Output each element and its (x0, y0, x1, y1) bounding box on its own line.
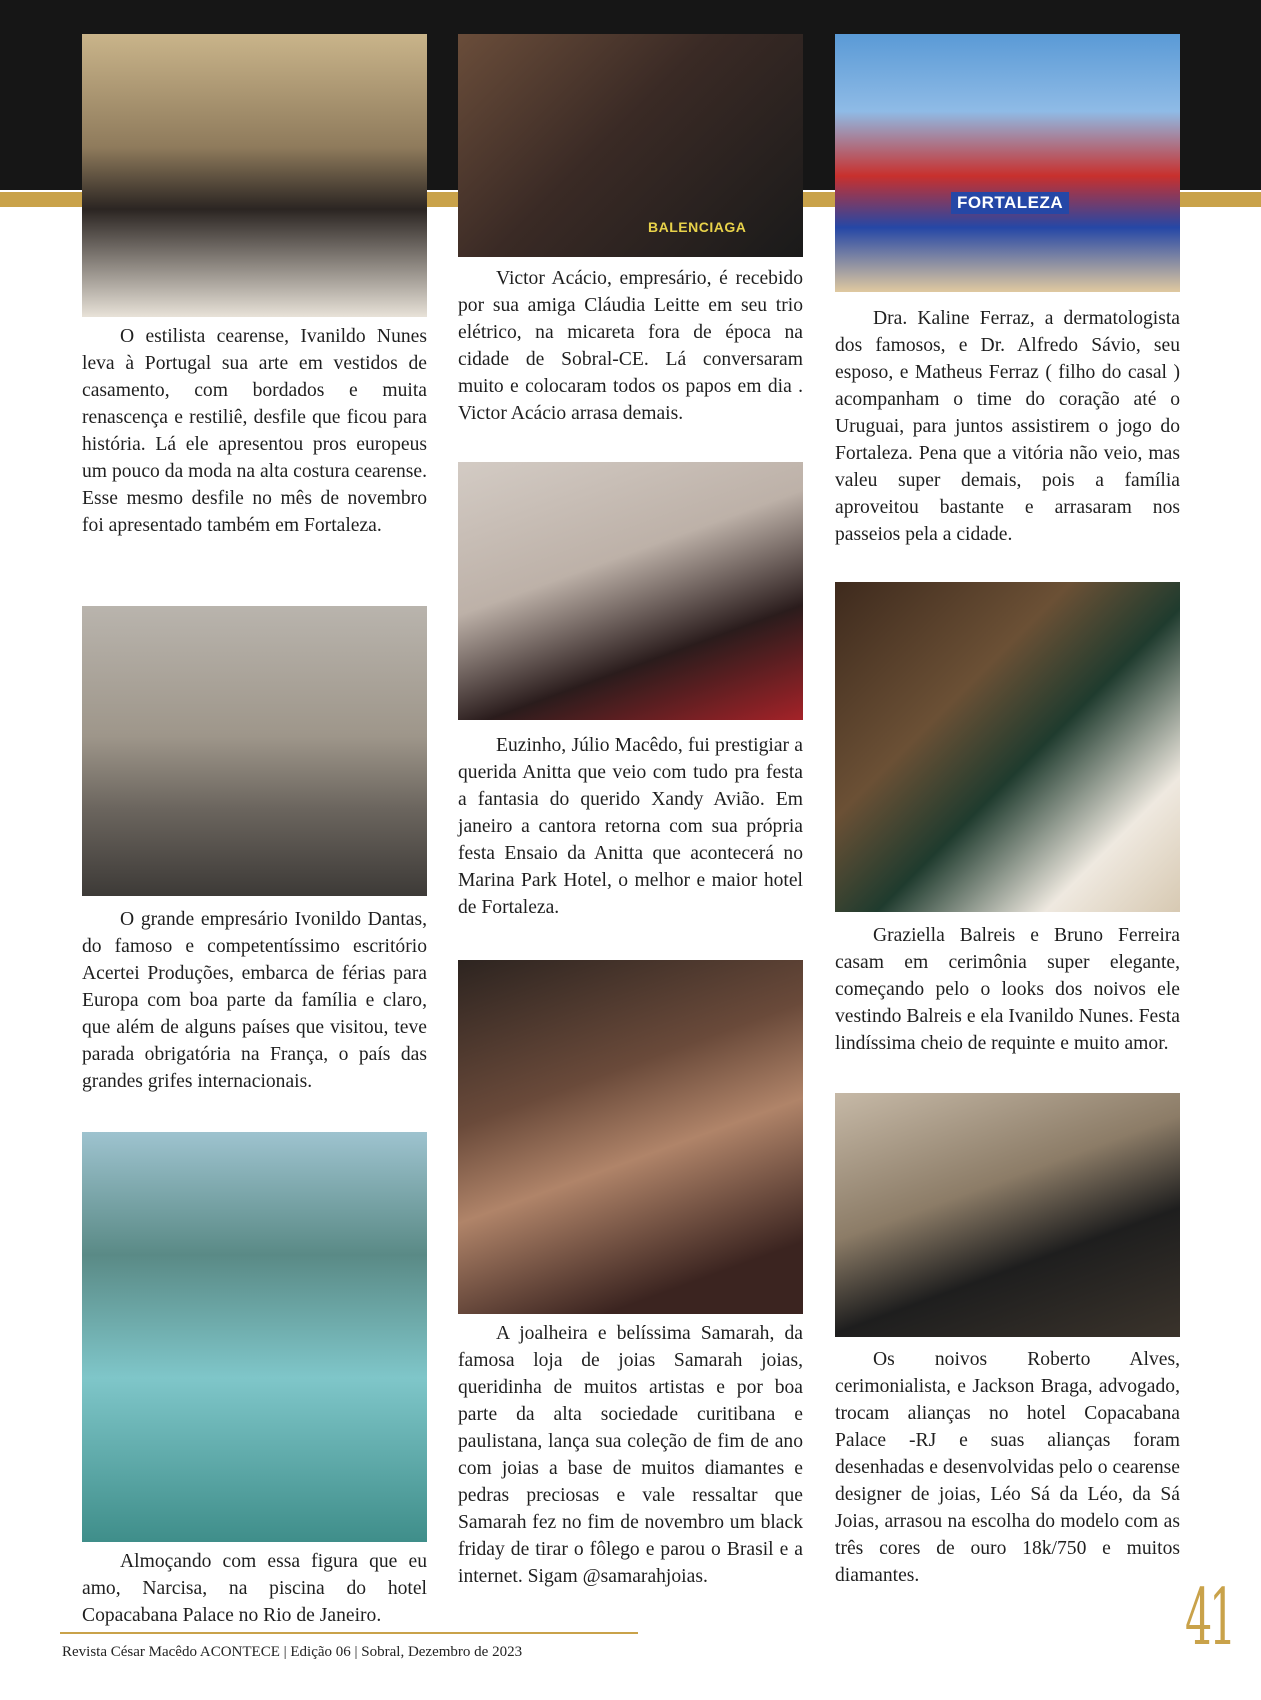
photo-paris-trip (82, 606, 427, 896)
photo-fortaleza-flag (835, 34, 1180, 292)
caption-ivanildo-nunes: O estilista cearense, Ivanildo Nunes leva à Portugal sua arte em vestidos de casamento, com bordados e muita renascença e restiliê, desfile que ficou para história. Lá ele apresentou pros europeus um pouco da moda na alta costura cearense. Esse mesmo desfile no mês de novembro foi apresentado também em Fortaleza. (82, 326, 427, 536)
photo-fashion-show (82, 34, 427, 317)
caption-victor-acacio: Victor Acácio, empresário, é recebido por sua amiga Cláudia Leitte em seu trio elétrico, na micareta fora de época na cidade de Sobral-CE. Lá conversaram muito e colocaram todos os papos em dia . Victor Acácio arrasa demais. (458, 268, 803, 424)
footer-credit: Revista César Macêdo ACONTECE | Edição 06 | Sobral, Dezembro de 2023 (62, 1644, 523, 1660)
shirt-brand-text: BALENCIAGA (648, 219, 747, 235)
flag-text: FORTALEZA (951, 192, 1069, 214)
caption-kaline-ferraz: Dra. Kaline Ferraz, a dermatologista dos famosos, e Dr. Alfredo Sávio, seu esposo, e Matheus Ferraz ( filho do casal ) acompanham o time do coração até o Uruguai, para juntos assistirem o jogo do Fortaleza. Pena que a vitória não veio, mas valeu super demais, pois a família aproveitou bastante e arrasaram nos passeios pela a cidade. (835, 308, 1180, 545)
photo-wedding-graziella-bruno (835, 582, 1180, 912)
caption-graziella-bruno: Graziella Balreis e Bruno Ferreira casam em cerimônia super elegante, começando pelo o looks dos noivos ele vestindo Balreis e ela Ivanildo Nunes. Festa lindíssima cheio de requinte e muito amor. (835, 925, 1180, 1054)
photo-samarah (458, 960, 803, 1314)
caption-narcisa: Almoçando com essa figura que eu amo, Narcisa, na piscina do hotel Copacabana Palace no Rio de Janeiro. (82, 1551, 427, 1626)
photo-trio-eletrico-selfie (458, 34, 803, 257)
caption-samarah: A joalheira e belíssima Samarah, da famosa loja de joias Samarah joias, queridinha de muitos artistas e por boa parte da alta sociedade curitibana e paulistana, lança sua coleção de fim de ano com joias a base de muitos diamantes e pedras preciosas e vale ressaltar que Samarah fez no fim de novembro um black friday de tirar o fôlego e parou o Brasil e a internet. Sigam @samarahjoias. (458, 1323, 803, 1587)
photo-copacabana-lunch (82, 1132, 427, 1542)
caption-anitta: Euzinho, Júlio Macêdo, fui prestigiar a querida Anitta que veio com tudo pra festa a fantasia do querido Xandy Avião. Em janeiro a cantora retorna com sua própria festa Ensaio da Anitta que acontecerá no Marina Park Hotel, o melhor e maior hotel de Fortaleza. (458, 735, 803, 918)
footer-rule (60, 1632, 638, 1634)
caption-roberto-jackson: Os noivos Roberto Alves, cerimonialista, e Jackson Braga, advogado, trocam alianças no hotel Copacabana Palace -RJ e suas alianças foram desenhadas e desenvolvidas pelo o cearense designer de joias, Léo Sá da Léo, da Sá Joias, arrasou na escolha do modelo com as três cores de ouro 18k/750 e muitos diamantes. (835, 1349, 1180, 1586)
photo-anitta (458, 462, 803, 720)
caption-ivonildo-dantas: O grande empresário Ivonildo Dantas, do famoso e competentíssimo escritório Acertei Produções, embarca de férias para Europa com boa parte da família e claro, que além de alguns países que visitou, teve parada obrigatória na França, o país das grandes grifes internacionais. (82, 909, 427, 1092)
page-number: 41 (1185, 1573, 1234, 1663)
photo-roberto-jackson (835, 1093, 1180, 1337)
